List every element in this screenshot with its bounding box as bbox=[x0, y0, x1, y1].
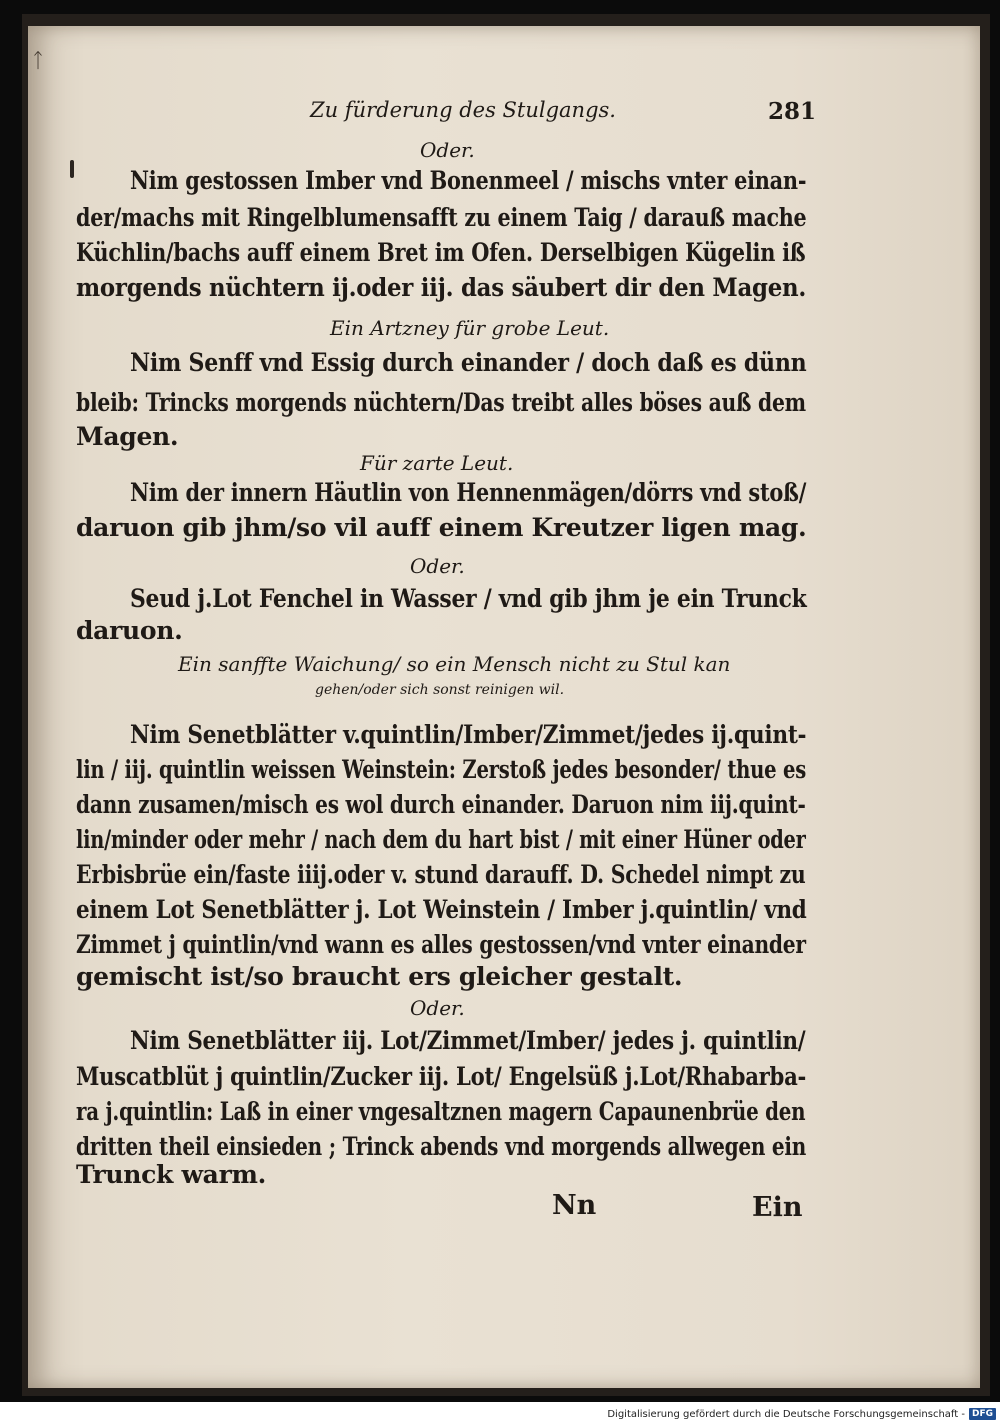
section-heading: Ein sanffte Waichung/ so ein Mensch nicht zu Stul kan bbox=[178, 652, 731, 676]
running-head: Zu fürderung des Stulgangs. bbox=[310, 98, 616, 122]
text-line: der/machs mit Ringelblumensafft zu einem Taig / darauß mache bbox=[76, 203, 807, 232]
text-line: lin/minder oder mehr / nach dem du hart bist / mit einer Hüner oder bbox=[76, 825, 806, 854]
text-line: Muscatblüt j quintlin/Zucker iij. Lot/ Engelsüß j.Lot/Rhabarba- bbox=[76, 1062, 807, 1091]
text-line: dritten theil einsieden ; Trinck abends vnd morgends allwegen ein bbox=[76, 1132, 807, 1161]
section-heading: Für zarte Leut. bbox=[360, 451, 514, 475]
text-line: Nim Senff vnd Essig durch einander / doch daß es dünn bbox=[130, 348, 807, 377]
text-line: Magen. bbox=[76, 422, 179, 451]
signature-mark: Nn bbox=[552, 1190, 597, 1221]
text-line: Nim der innern Häutlin von Hennenmägen/dörrs vnd stoß/ bbox=[130, 478, 807, 507]
section-heading: Oder. bbox=[410, 996, 465, 1020]
footer-bar bbox=[588, 1404, 1000, 1424]
text-line: lin / iij. quintlin weissen Weinstein: Zerstoß jedes besonder/ thue es bbox=[76, 755, 807, 784]
text-line: daruon. bbox=[76, 616, 183, 645]
section-heading: Oder. bbox=[410, 554, 465, 578]
page-number: 281 bbox=[768, 98, 817, 125]
margin-mark: ᛏ bbox=[32, 48, 44, 72]
text-line: morgends nüchtern ij.oder iij. das säubert dir den Magen. bbox=[76, 273, 807, 302]
text-line: Nim Senetblätter v.quintlin/Imber/Zimmet/jedes ij.quint- bbox=[130, 720, 807, 749]
dfg-logo: DFG bbox=[969, 1408, 996, 1420]
section-heading: Oder. bbox=[420, 138, 475, 162]
text-line: bleib: Trincks morgends nüchtern/Das treibt alles böses auß dem bbox=[76, 388, 806, 417]
text-line: Zimmet j quintlin/vnd wann es alles gestossen/vnd vnter einander bbox=[76, 930, 806, 959]
text-line: einem Lot Senetblätter j. Lot Weinstein / Imber j.quintlin/ vnd bbox=[76, 895, 807, 924]
text-line: Trunck warm. bbox=[76, 1160, 267, 1189]
text-line: daruon gib jhm/so vil auff einem Kreutzer ligen mag. bbox=[76, 513, 807, 542]
text-line: dann zusamen/misch es wol durch einander. Daruon nim iij.quint- bbox=[76, 790, 806, 819]
text-line: Küchlin/bachs auff einem Bret im Ofen. Derselbigen Kügelin iß bbox=[76, 238, 806, 267]
text-line: Nim gestossen Imber vnd Bonenmeel / mischs vnter einan- bbox=[130, 166, 807, 195]
text-line: ra j.quintlin: Laß in einer vngesaltznen magern Capaunenbrüe den bbox=[76, 1097, 806, 1126]
text-line: Erbisbrüe ein/faste iiij.oder v. stund darauff. D. Schedel nimpt zu bbox=[76, 860, 806, 889]
footer-credit: Digitalisierung gefördert durch die Deutsche Forschungsgemeinschaft - bbox=[607, 1408, 965, 1420]
text-line: gemischt ist/so braucht ers gleicher gestalt. bbox=[76, 962, 683, 991]
text-line: Nim Senetblätter iij. Lot/Zimmet/Imber/ jedes j. quintlin/ bbox=[130, 1026, 806, 1055]
section-subheading: gehen/oder sich sonst reinigen wil. bbox=[315, 682, 565, 698]
section-heading: Ein Artzney für grobe Leut. bbox=[330, 316, 610, 340]
catchword: Ein bbox=[752, 1192, 803, 1223]
text-line: Seud j.Lot Fenchel in Wasser / vnd gib jhm je ein Trunck bbox=[130, 584, 807, 613]
ink-mark bbox=[70, 160, 74, 178]
